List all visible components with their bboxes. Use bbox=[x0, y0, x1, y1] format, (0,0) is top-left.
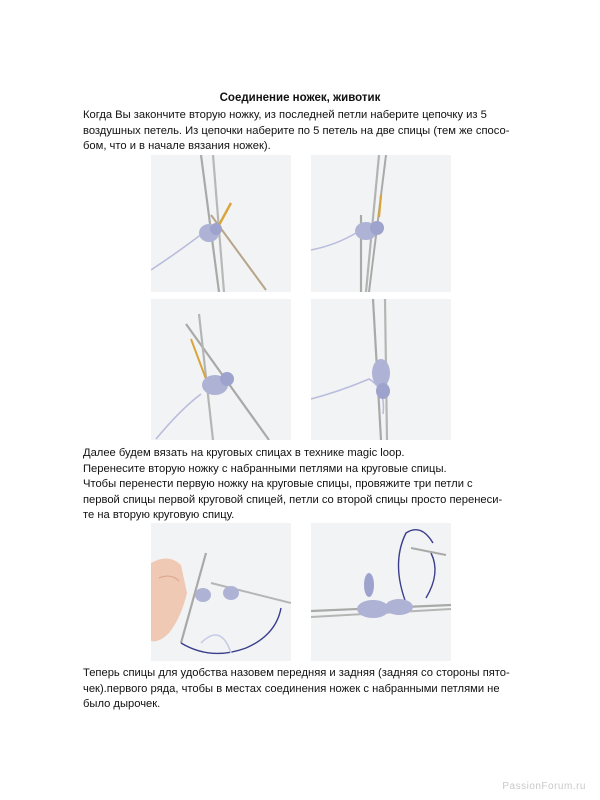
site-watermark: PassionForum.ru bbox=[502, 781, 586, 792]
closing-line: чек).первого ряда, чтобы в местах соединения ножек с набранными петлями не bbox=[83, 682, 500, 695]
middle-line: Перенесите вторую ножку с набранными петлями на круговые спицы. bbox=[83, 462, 447, 475]
photo-step-2 bbox=[311, 155, 451, 292]
middle-line: Далее будем вязать на круговых спицах в технике magic loop. bbox=[83, 447, 405, 459]
closing-line: было дырочек. bbox=[83, 698, 161, 710]
intro-line: бом, что и в начале вязания ножек). bbox=[83, 140, 271, 152]
intro-paragraph bbox=[83, 108, 523, 155]
photo-step-1 bbox=[151, 155, 291, 292]
photo-step-6 bbox=[311, 523, 451, 661]
intro-line: воздушных петель. Из цепочки наберите по 5 петель на две спицы (тем же спосо- bbox=[83, 124, 510, 137]
intro-line: Когда Вы закончите вторую ножку, из последней петли наберите цепочку из 5 bbox=[83, 109, 487, 121]
section-title: Соединение ножек, животик bbox=[219, 92, 381, 104]
photo-step-4 bbox=[311, 299, 451, 440]
closing-line: Теперь спицы для удобства назовем передняя и задняя (задняя со стороны пято- bbox=[83, 667, 510, 679]
knitting-photo-image bbox=[311, 299, 451, 440]
knitting-photo-image bbox=[151, 155, 291, 292]
knitting-photo-image bbox=[311, 155, 451, 292]
middle-line: те на вторую круговую спицу. bbox=[83, 509, 235, 521]
closing-paragraph bbox=[83, 666, 523, 713]
photo-step-3 bbox=[151, 299, 291, 440]
knitting-photo-image bbox=[151, 299, 291, 440]
middle-line: первой спицы первой круговой спицей, петли со второй спицы просто перенеси- bbox=[83, 493, 503, 506]
middle-line: Чтобы перенести первую ножку на круговые спицы, провяжите три петли с bbox=[83, 478, 473, 490]
knitting-photo-image bbox=[311, 523, 451, 661]
knitting-photo-image bbox=[151, 523, 291, 661]
middle-paragraph bbox=[83, 446, 523, 524]
photo-step-5 bbox=[151, 523, 291, 661]
